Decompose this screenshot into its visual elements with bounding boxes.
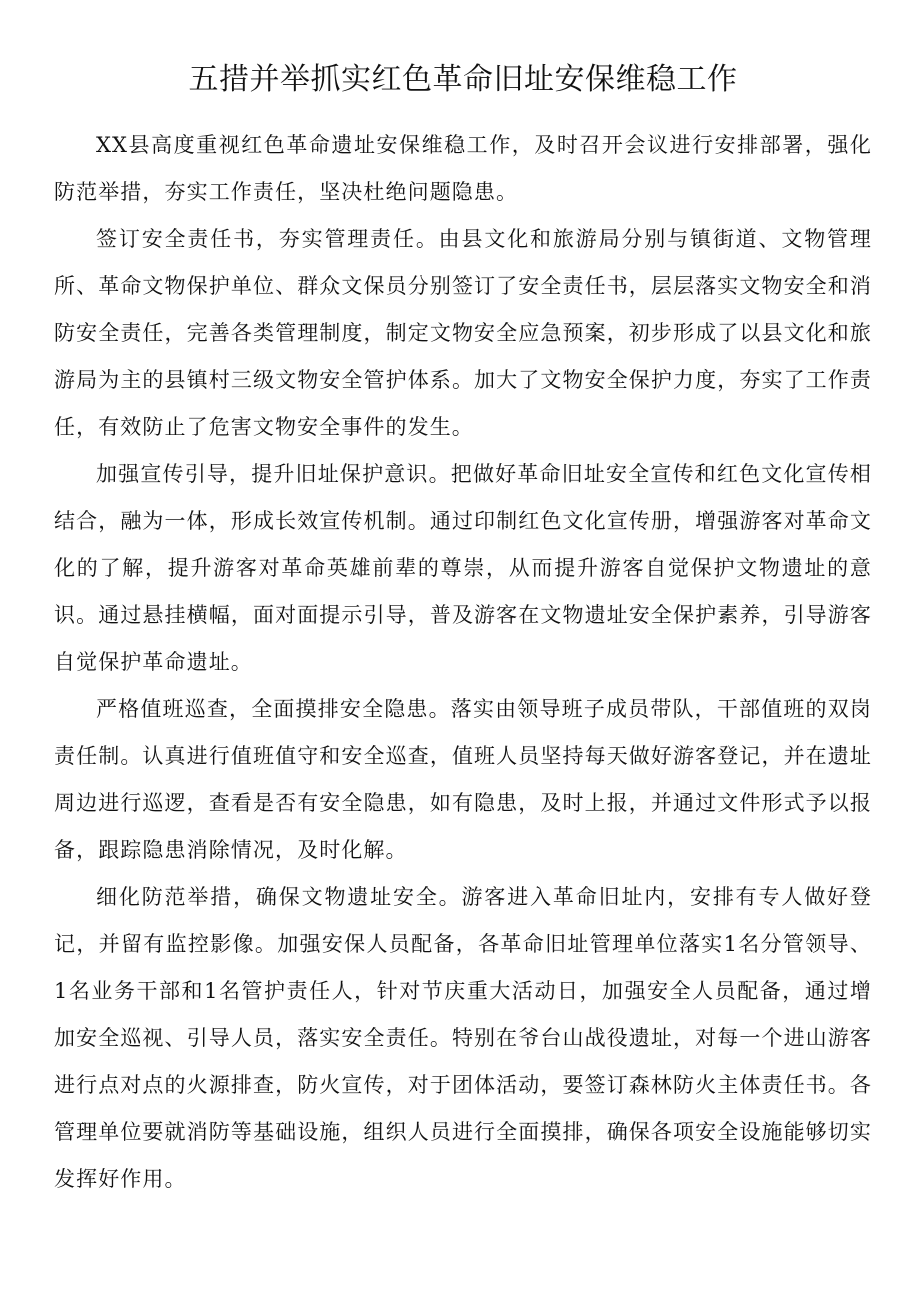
document-title: 五措并举抓实红色革命旧址安保维稳工作 <box>188 62 738 97</box>
paragraph-patrol: 严格值班巡查，全面摸排安全隐患。落实由领导班子成员带队，干部值班的双岗责任制。认真进行值班值守和安全巡查，值班人员坚持每天做好游客登记，并在遗址周边进行巡逻，查看是否有安全隐患，如有隐患，及时上报，并通过文件形式予以报备，跟踪隐患消除情况，及时化解。 <box>54 697 872 862</box>
paragraph-intro: XX县高度重视红色革命遗址安保维稳工作，及时召开会议进行安排部署，强化防范举措，夯实工作责任，坚决杜绝问题隐患。 <box>54 133 872 204</box>
paragraph-responsibility: 签订安全责任书，夯实管理责任。由县文化和旅游局分别与镇街道、文物管理所、革命文物保护单位、群众文保员分别签订了安全责任书，层层落实文物安全和消防安全责任，完善各类管理制度，制定文物安全应急预案，初步形成了以县文化和旅游局为主的县镇村三级文物安全管护体系。加大了文物安全保护力度，夯实了工作责任，有效防止了危害文物安全事件的发生。 <box>54 227 872 439</box>
paragraph-prevention: 细化防范举措，确保文物遗址安全。游客进入革命旧址内，安排有专人做好登记，并留有监控影像。加强安保人员配备，各革命旧址管理单位落实1名分管领导、1名业务干部和1名管护责任人，针对节庆重大活动日，加强安全人员配备，通过增加安全巡视、引导人员，落实安全责任。特别在爷台山战役遗址，对每一个进山游客进行点对点的火源排查，防火宣传，对于团体活动，要签订森林防火主体责任书。各管理单位要就消防等基础设施，组织人员进行全面摸排，确保各项安全设施能够切实发挥好作用。 <box>54 885 872 1191</box>
paragraph-publicity: 加强宣传引导，提升旧址保护意识。把做好革命旧址安全宣传和红色文化宣传相结合，融为一体，形成长效宣传机制。通过印制红色文化宣传册，增强游客对革命文化的了解，提升游客对革命英雄前辈的尊崇，从而提升游客自觉保护文物遗址的意识。通过悬挂横幅，面对面提示引导，普及游客在文物遗址安全保护素养，引导游客自觉保护革命遗址。 <box>54 462 872 674</box>
